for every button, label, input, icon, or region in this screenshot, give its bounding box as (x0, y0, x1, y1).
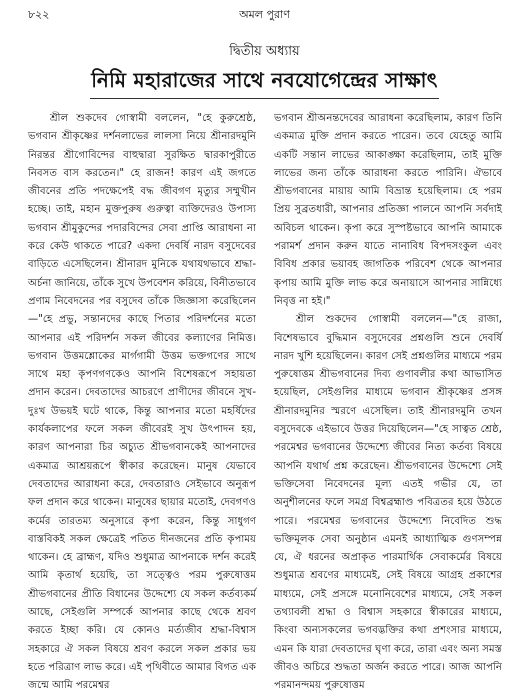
page-number: ৮২২ (28, 8, 50, 21)
paragraph: শ্রীল শুকদেব গোস্বামী বললেন—"হে রাজা, বিশেষভাবে বুদ্ধিমান বসুদেবের প্রশ্নগুলি শুনে দেবর্ষি নারদ খুশি হয়েছিলেন। কারণ সেই প্রশ্নগুলির মাধ্যমে পরম পুরুষোত্তম শ্রীভগবানের দিব্য গুণাবলীর কথা আভাসিত হয়েছিল, সেইগুলির মাধ্যমে ভগবান শ্রীকৃষ্ণের প্রসঙ্গ শ্রীনারদমুনির স্মরণে এসেছিল। তাই শ্রীনারদমুনি তখন বসুদেবকে এইভাবে উত্তর দিয়েছিলেন—"হে সাত্বত শ্রেষ্ঠ, পরমেশ্বর ভগবানের উদ্দেশ্যে জীবের নিত্য কর্তব্য বিষয়ে আপনি যথার্থ প্রশ্ন করেছেন। শ্রীভগবানের উদ্দেশ্যে সেই ভক্তিসেবা নিবেদনের মূল্য এতই গভীর যে, তা অনুশীলনের ফলে সমগ্র বিশ্বব্রহ্মাণ্ড পবিত্রতর হয়ে উঠতে পারে। পরমেশ্বর ভগবানের উদ্দেশ্যে নিবেদিত শুদ্ধ ভক্তিমূলক সেবা অনুষ্ঠান এমনই আধ্যাত্মিক গুণসম্পন্ন যে, ঐ ধরনের অপ্রাকৃত পারমার্থিক সেবাকর্মের বিষয়ে শুধুমাত্র শ্রবণের মাধ্যমেই, সেই বিষয়ে আগ্রহ প্রকাশের মাধ্যমে, সেই প্রসঙ্গে মনোনিবেশের মাধ্যমে, সেই সকল তথ্যাবলী শ্রদ্ধা ও বিশ্বাস সহকারে স্বীকারের মাধ্যমে, কিংবা অন্যসকলের ভগবদ্ভক্তির কথা প্রশংসার মাধ্যমে, এমন কি যারা দেবতাদের ঘৃণা করে, তারা এবং অন্য সমস্ত জীবও অচিরে শুদ্ধতা অর্জন করতে পারে। আজ আপনি পরমানন্দময় পুরুষোত্তম (274, 314, 502, 692)
chapter-label: দ্বিতীয় অধ্যায় (229, 44, 300, 59)
running-head: অমল পুরাণ (239, 8, 290, 21)
page-title: নিমি মহারাজের সাথে নবযোগেন্দ্রের সাক্ষাৎ (91, 68, 438, 92)
page-body (28, 110, 502, 692)
paragraph: ভগবান শ্রীঅনন্তদেবের আরাধনা করেছিলাম, কারণ তিনি একমাত্র মুক্তি প্রদান করতে পারেন। তবে যেহেতু আমি একটি সন্তান লাভের আকাঙ্ক্ষা করেছিলাম, তাই মুক্তি লাভের জন্য তাঁকে আরাধনা করতে পারিনি। ঐভাবে শ্রীভগবানের মায়ায় আমি বিভ্রান্ত হয়েছিলাম। হে পরম প্রিয় সুব্রতধারী, আপনার প্রতিজ্ঞা পালনে আপনি সর্বদাই অবিচল থাকেন। কৃপা করে সুস্পষ্টভাবে আপনি আমাকে পরামর্শ প্রদান করুন যাতে নানাবিধ বিপদসংকুল এবং বিবিধ প্রকার ভয়াবহ জাগতিক পরিবেশ থেকে আপনার কৃপায় আমি মুক্তি লাভ করে অনায়াসে আপনার সান্নিধ্যে নিবৃত্ত না হই।" (274, 113, 502, 307)
paragraph: শ্রীল শুকদেব গোস্বামী বললেন, "হে কুরুশ্রেষ্ঠ, ভগবান শ্রীকৃষ্ণের দর্শনলাভের লালসা নিয়ে শ্রীনারদমুনি নিরন্তর শ্রীগোবিন্দের বাহুদ্বারা সুরক্ষিত দ্বারকাপুরীতে নিবসত বাস করতেন।" হে রাজন! কারণ এই জগতে জীবনের প্রতি পদক্ষেপেই বদ্ধ জীবগণ মৃত্যুর সম্মুখীন হচ্ছে। তাই, মহান মুক্তপুরুষ গুরুত্বা ব্যক্তিদেরও উপাস্য ভগবান শ্রীমুকুন্দের পদারবিন্দের সেবা প্রাপ্তি আরাধনা না করে কেউ থাকতে পারে? একদা দেবর্ষি নারদ বসুদেবের বাড়িতে এসেছিলেন। শ্রীনারদ মুনিকে যথাযথভাবে শ্রদ্ধা-অর্চনা জানিয়ে, তাঁকে সুখে উপবেশন করিয়ে, বিনীতভাবে প্রণাম নিবেদনের পর বসুদেব তাঁকে জিজ্ঞাসা করেছিলেন—"হে প্রভু, সন্তানদের কাছে পিতার পরিদর্শনের মতো আপনার এই পরিদর্শন সকল জীবের কল্যাণের নিমিত্ত। ভগবান উত্তমশ্লোকের মার্গগামী উত্তম ভক্তগণের সাথে সাথে মহা কৃপণগণকেও আপনি বিশেষরূপে সহায়তা প্রদান করেন। দেবতাদের আচরণে প্রাণীদের জীবনে সুখ-দুঃখ উভয়ই ঘটে থাকে, কিন্তু আপনার মতো মহর্ষিদের কার্যকলাপের ফলে সকল জীবেরই সুখ উৎপাদন হয়, কারণ আপনারা চির অচ্যুত শ্রীভগবানকেই আপনাদের একমাত্র আশ্রয়রূপে স্বীকার করেছেন। মানুষ যেভাবে দেবতাদের আরাধনা করে, দেবতারাও সেইভাবে অনুরূপ ফল প্রদান করে থাকেন। মানুষের ছায়ার মতোই, দেবগণও কর্মের তারতম্য অনুসারে কৃপা করেন, কিন্তু সাধুগণ বাস্তবিকই সকল ক্ষেত্রেই পতিত দীনজনের প্রতি কৃপাময় থাকেন। হে ব্রাহ্মণ, যদিও শুধুমাত্র আপনাকে দর্শন করেই আমি কৃতার্থ হয়েছি, তা সত্ত্বেও পরম পুরুষোত্তম শ্রীভগবানের প্রীতি বিধানের উদ্দেশ্যে যে সকল কর্তব্যকর্ম আছে, সেইগুলি সম্পর্কে আপনার কাছে থেকে শ্রবণ করতে ইচ্ছা করি। যে কোনও মর্ত্যজীব শ্রদ্ধা-বিশ্বাস সহকারে ঐ সকল বিষয়ে শ্রবণ করলে সকল প্রকার ভয় হতে পরিত্রাণ লাভ করে। এই পৃথিবীতে আমার বিগত এক জন্মে আমি পরমেশ্বর (28, 113, 256, 692)
title-rule (90, 98, 439, 99)
right-column (274, 110, 502, 692)
page-header (28, 6, 501, 22)
left-column (28, 110, 256, 692)
